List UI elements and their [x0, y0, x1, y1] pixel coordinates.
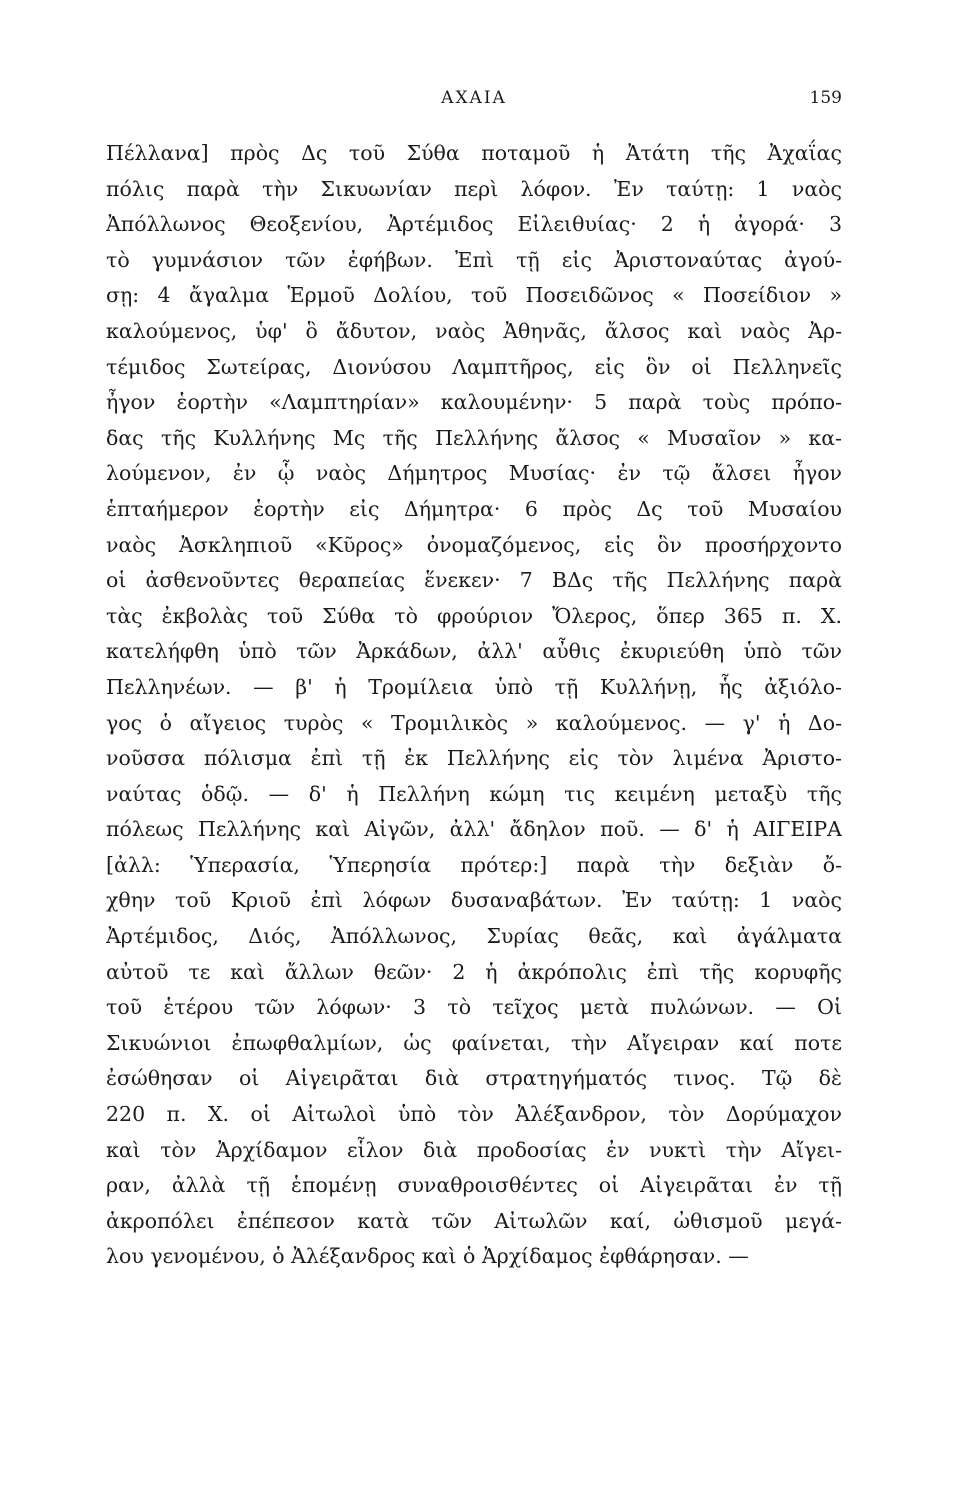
text-line: τοῦ ἑτέρου τῶν λόφων· 3 τὸ τεῖχος μετὰ πυλώνων. — Οἱ: [106, 995, 842, 1020]
text-line: ἐσώθησαν οἱ Αἰγειρᾶται διὰ στρατηγήματός τινος. Τῷ δὲ: [106, 1066, 842, 1091]
text-line: Ἀρτέμιδος, Διός, Ἀπόλλωνος, Συρίας θεᾶς, καὶ ἀγάλματα: [106, 924, 842, 949]
text-line: Σικυώνιοι ἐπωφθαλμίων, ὡς φαίνεται, τὴν Αἴγειραν καί ποτε: [106, 1030, 842, 1055]
text-line: ναὸς Ἀσκληπιοῦ «Κῦρος» ὀνομαζόμενος, εἰς ὃν προσήρχοντο: [106, 532, 842, 557]
text-line: ἑπταήμερον ἑορτὴν εἰς Δήμητρα· 6 πρὸς Δς τοῦ Μυσαίου: [106, 496, 842, 521]
text-line: καλούμενος, ὑφ' ὃ ἄδυτον, ναὸς Ἀθηνᾶς, ἄλσος καὶ ναὸς Ἀρ-: [106, 318, 842, 343]
page-header: [106, 88, 842, 118]
text-line: γος ὁ αἴγειος τυρὸς « Τρομιλικὸς » καλούμενος. — γ' ἡ Δο-: [106, 710, 842, 735]
text-line: αὐτοῦ τε καὶ ἄλλων θεῶν· 2 ἡ ἀκρόπολις ἐπὶ τῆς κορυφῆς: [106, 959, 842, 984]
text-line: τέμιδος Σωτείρας, Διονύσου Λαμπτῆρος, εἰς ὃν οἱ Πελληνεῖς: [106, 354, 842, 379]
text-line: δας τῆς Κυλλήνης Μς τῆς Πελλήνης ἄλσος « Μυσαῖον » κα-: [106, 425, 842, 450]
text-line: πόλις παρὰ τὴν Σικυωνίαν περὶ λόφον. Ἐν ταύτῃ: 1 ναὸς: [106, 176, 842, 201]
page-number: 159: [809, 88, 842, 108]
text-line: λου γενομένου, ὁ Ἀλέξανδρος καὶ ὁ Ἀρχίδαμος ἐφθάρησαν. —: [106, 1244, 749, 1269]
text-line: λούμενον, ἐν ᾧ ναὸς Δήμητρος Μυσίας· ἐν τῷ ἄλσει ἦγον: [106, 461, 842, 486]
text-line: χθην τοῦ Κριοῦ ἐπὶ λόφων δυσαναβάτων. Ἐν ταύτῃ: 1 ναὸς: [106, 888, 842, 913]
text-line: Πέλλανα] πρὸς Δς τοῦ Σύθα ποταμοῦ ἡ Ἀτάτη τῆς Ἀχαΐας: [106, 141, 842, 165]
text-line: ραν, ἀλλὰ τῇ ἑπομένῃ συναθροισθέντες οἱ Αἰγειρᾶται ἐν τῇ: [106, 1173, 842, 1198]
text-line: πόλεως Πελλήνης καὶ Αἰγῶν, ἀλλ' ἄδηλον ποῦ. — δ' ἡ ΑΙΓΕΙΡΑ: [106, 817, 842, 842]
text-line: Πελληνέων. — β' ἡ Τρομίλεια ὑπὸ τῇ Κυλλήνῃ, ἧς ἀξιόλο-: [106, 674, 842, 699]
text-line: οἱ ἀσθενοῦντες θεραπείας ἕνεκεν· 7 ΒΔς τῆς Πελλήνης παρὰ: [106, 568, 842, 593]
running-title: ΑΧΑΙΑ: [441, 88, 507, 108]
text-line: [ἀλλ: Ὑπερασία, Ὑπερησία πρότερ:] παρὰ τὴν δεξιὰν ὄ-: [106, 852, 842, 877]
text-line: ἀκροπόλει ἐπέπεσον κατὰ τῶν Αἰτωλῶν καί, ὠθισμοῦ μεγά-: [106, 1208, 842, 1233]
text-line: ναύτας ὁδῷ. — δ' ἡ Πελλήνη κώμη τις κειμένη μεταξὺ τῆς: [106, 781, 842, 806]
body-text: [106, 136, 842, 1275]
text-line: σῃ: 4 ἄγαλμα Ἑρμοῦ Δολίου, τοῦ Ποσειδῶνος « Ποσείδιον »: [106, 283, 842, 308]
text-line: Ἀπόλλωνος Θεοξενίου, Ἀρτέμιδος Εἰλειθυίας· 2 ἡ ἀγορά· 3: [106, 212, 842, 237]
text-line: 220 π. Χ. οἱ Αἰτωλοὶ ὑπὸ τὸν Ἀλέξανδρον, τὸν Δορύμαχον: [106, 1102, 842, 1127]
text-line: καὶ τὸν Ἀρχίδαμον εἷλον διὰ προδοσίας ἐν νυκτὶ τὴν Αἴγει-: [106, 1137, 842, 1162]
text-line: ἦγον ἑορτὴν «Λαμπτηρίαν» καλουμένην· 5 παρὰ τοὺς πρόπο-: [106, 390, 842, 415]
text-line: τὸ γυμνάσιον τῶν ἐφήβων. Ἐπὶ τῇ εἰς Ἀριστοναύτας ἀγού-: [106, 247, 842, 272]
text-line: νοῦσσα πόλισμα ἐπὶ τῇ ἐκ Πελλήνης εἰς τὸν λιμένα Ἀριστο-: [106, 746, 842, 771]
text-line: τὰς ἐκβολὰς τοῦ Σύθα τὸ φρούριον Ὄλερος, ὅπερ 365 π. Χ.: [106, 603, 842, 628]
text-line: κατελήφθη ὑπὸ τῶν Ἀρκάδων, ἀλλ' αὖθις ἐκυριεύθη ὑπὸ τῶν: [106, 639, 842, 664]
